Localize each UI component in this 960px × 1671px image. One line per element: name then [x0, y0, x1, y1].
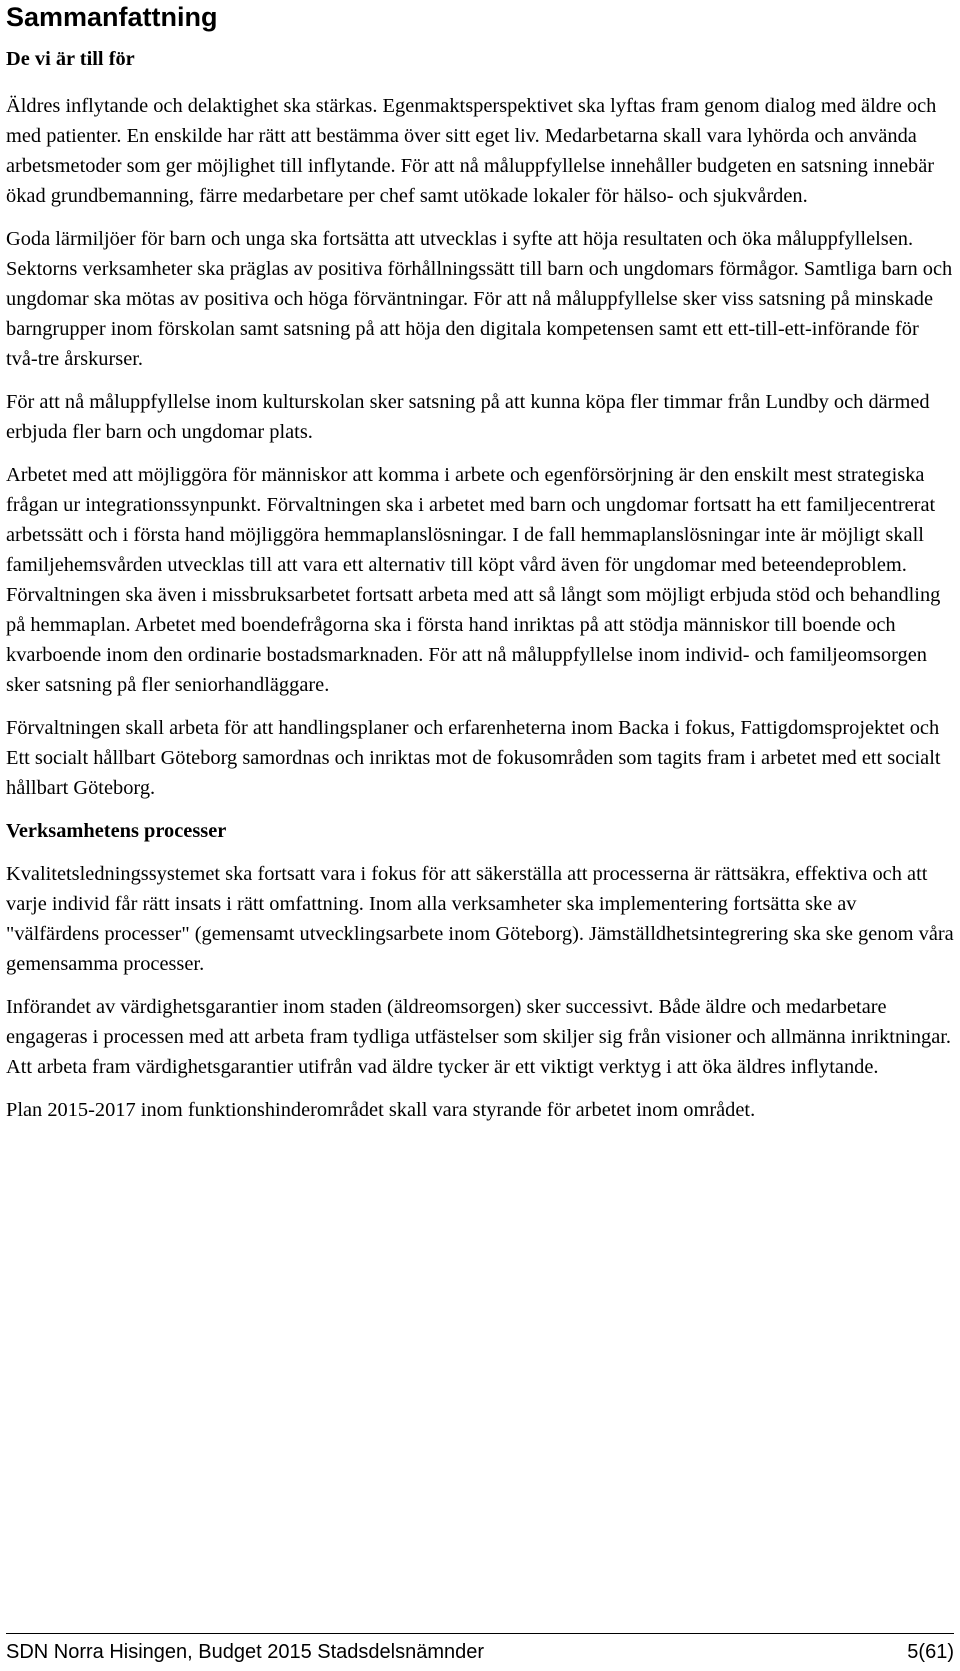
paragraph: Förvaltningen skall arbeta för att handlingsplaner och erfarenheterna inom Backa i fokus, Fattigdomsprojektet och Ett socialt hållbart Göteborg samordnas och inriktas mot de fokusområden som tagits fram i arbetet med ett socialt hållbart Göteborg. — [6, 717, 941, 799]
paragraph: Kvalitetsledningssystemet ska fortsatt vara i fokus för att säkerställa att processerna är rättsäkra, effektiva och att varje individ får rätt insats i rätt omfattning. Inom alla verksamheter ska implementering fortsätta ske av "välfärdens processer" (gemensamt utvecklingsarbete inom Göteborg). Jämställdhetsintegrering ska ske genom våra gemensamma processer. — [6, 863, 954, 975]
footer-divider — [6, 1633, 954, 1634]
paragraph: Äldres inflytande och delaktighet ska stärkas. Egenmaktsperspektivet ska lyftas fram genom dialog med äldre och med patienter. En enskilde har rätt att bestämma över sitt eget liv. Medarbetarna skall vara lyhörda och använda arbetsmetoder som ger möjlighet till inflytande. För att nå måluppfyllelse innehåller budgeten en satsning innebär ökad grundbemanning, färre medarbetare per chef samt utökade lokaler för hälso- och sjukvården. — [6, 95, 937, 207]
page-title: Sammanfattning — [6, 2, 218, 32]
paragraph: Goda lärmiljöer för barn och unga ska fortsätta att utvecklas i syfte att höja resultaten och öka måluppfyllelsen. Sektorns verksamheter ska präglas av positiva förhållningssätt till barn och ungdomars förmågor. Samtliga barn och ungdomar ska mötas av positiva och höga förväntningar. För att nå måluppfyllelse sker viss satsning på minskade barngrupper inom förskolan samt satsning på att höja den digitala kompetensen samt ett ett-till-ett-införande för två-tre årskurser. — [6, 228, 953, 370]
paragraph: För att nå måluppfyllelse inom kulturskolan sker satsning på att kunna köpa fler timmar från Lundby och därmed erbjuda fler barn och ungdomar plats. — [6, 391, 930, 443]
footer-page-number: 5(61) — [907, 1641, 954, 1663]
section-heading: De vi är till för — [6, 48, 135, 70]
paragraph: Plan 2015-2017 inom funktionshinderområdet skall vara styrande för arbetet inom området. — [6, 1099, 756, 1121]
document-body — [6, 44, 954, 1138]
footer-document-title: SDN Norra Hisingen, Budget 2015 Stadsdelsnämnder — [6, 1641, 485, 1663]
paragraph: Arbetet med att möjliggöra för människor att komma i arbete och egenförsörjning är den enskilt mest strategiska frågan ur integrationssynpunkt. Förvaltningen ska i arbetet med barn och ungdomar fortsatt ha ett familjecentrerat arbetssätt och i första hand möjliggöra hemmaplanslösningar. I de fall hemmaplanslösningar inte är möjligt skall familjehemsvården utvecklas till att vara ett alternativ till köpt vård även för ungdomar med beteendeproblem. Förvaltningen ska även i missbruksarbetet fortsatt arbeta med att så långt som möjligt erbjuda stöd och behandling på hemmaplan. Arbetet med boendefrågorna ska i första hand inriktas på att stödja människor till boende och kvarboende inom den ordinarie bostadsmarknaden. För att nå måluppfyllelse inom individ- och familjeomsorgen sker satsning på fler seniorhandläggare. — [6, 464, 941, 696]
paragraph: Införandet av värdighetsgarantier inom staden (äldreomsorgen) sker successivt. Både äldre och medarbetare engageras i processen med att arbeta fram tydliga utfästelser som skiljer sig från visioner och allmänna inriktningar. Att arbeta fram värdighetsgarantier utifrån vad äldre tycker är ett viktigt verktyg i att öka äldres inflytande. — [6, 996, 952, 1078]
section-heading: Verksamhetens processer — [6, 820, 227, 842]
